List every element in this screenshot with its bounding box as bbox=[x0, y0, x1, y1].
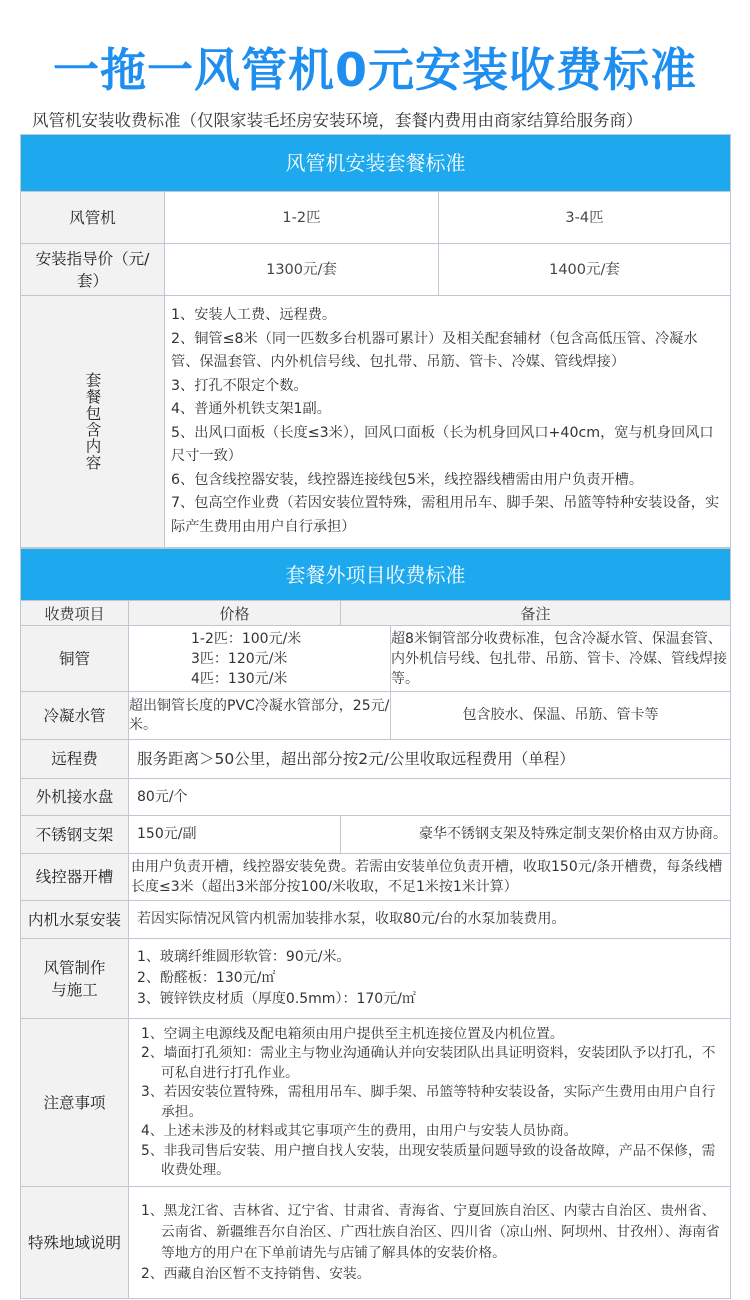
regions-list bbox=[129, 1187, 731, 1299]
remote-text: 服务距离＞50公里，超出部分按2元/公里收取远程费用（单程） bbox=[129, 740, 731, 779]
controller-slot-text: 由用户负责开槽，线控器安装免费。若需由安装单位负责开槽，收取150元/条开槽费，每条线槽长度≤3米（超出3米部分按100/米收取，不足1米按1米计算） bbox=[129, 854, 731, 901]
notes-item: 5、非我司售后安装、用户擅自找人安装，出现安装质量问题导致的设备故障，产品不保修，需收费处理。 bbox=[141, 1142, 716, 1178]
condensate-price: 超出铜管长度的PVC冷凝水管部分，25元/米。 bbox=[129, 692, 391, 740]
model-large: 3-4匹 bbox=[439, 192, 731, 244]
contents-item: 3、打孔不限定个数。 bbox=[171, 377, 308, 394]
steel-bracket-price: 150元/副 bbox=[129, 816, 341, 854]
contents-label-cell bbox=[21, 296, 165, 548]
regions-label: 特殊地域说明 bbox=[21, 1187, 129, 1299]
extras-table bbox=[20, 548, 731, 1299]
contents-list bbox=[165, 296, 731, 548]
notes-label: 注意事项 bbox=[21, 1019, 129, 1187]
notes-item: 3、若因安装位置特殊，需租用吊车、脚手架、吊篮等特种安装设备，实际产生费用由用户自行承担。 bbox=[141, 1084, 716, 1120]
notes-item: 4、上述未涉及的材料或其它事项产生的费用，由用户与安装人员协商。 bbox=[141, 1123, 578, 1139]
guide-price-small: 1300元/套 bbox=[165, 244, 439, 296]
remote-label: 远程费 bbox=[21, 740, 129, 779]
page-title: 一拖一风管机0元安装收费标准 bbox=[52, 43, 697, 97]
model-small: 1-2匹 bbox=[165, 192, 439, 244]
contents-item: 1、安装人工费、远程费。 bbox=[171, 307, 337, 323]
duct-label-cell bbox=[21, 939, 129, 1019]
duct-item: 3、镀锌铁皮材质（厚度0.5mm）：170元/㎡ bbox=[137, 991, 416, 1007]
pump-label: 内机水泵安装 bbox=[21, 901, 129, 939]
steel-bracket-label: 不锈钢支架 bbox=[21, 816, 129, 854]
steel-bracket-note: 豪华不锈钢支架及特殊定制支架价格由双方协商。 bbox=[341, 816, 731, 854]
package-banner: 风管机安装套餐标准 bbox=[21, 135, 731, 192]
contents-item: 6、包含线控器安装，线控器连接线包5米，线控器线槽需由用户负责开槽。 bbox=[171, 471, 644, 488]
extras-banner: 套餐外项目收费标准 bbox=[21, 549, 731, 601]
contents-item: 2、铜管≤8米（同一匹数多台机器可累计）及相关配套辅材（包含高低压管、冷凝水管、保温套管、内外机信号线、包扎带、吊筋、管卡、冷媒、管线焊接） bbox=[171, 330, 698, 370]
contents-item: 7、包高空作业费（若因安装位置特殊，需租用吊车、脚手架、吊篮等特种安装设备，实际产生费用由用户自行承担） bbox=[171, 495, 720, 535]
package-table bbox=[20, 134, 731, 548]
guide-price-label: 安装指导价（元/套） bbox=[21, 244, 165, 296]
col-header-price: 价格 bbox=[129, 601, 341, 626]
page-subtitle: 风管机安装收费标准（仅限家装毛坯房安装环境，套餐内费用由商家结算给服务商） bbox=[32, 111, 643, 130]
copper-label: 铜管 bbox=[21, 626, 129, 692]
notes-list bbox=[129, 1019, 731, 1187]
notes-item: 2、墙面打孔须知：需业主与物业沟通确认并向安装团队出具证明资料，安装团队予以打孔，不可私自进行打孔作业。 bbox=[141, 1045, 716, 1081]
model-label: 风管机 bbox=[21, 192, 165, 244]
copper-price-row: 3匹：120元/米 bbox=[191, 650, 288, 667]
condensate-note: 包含胶水、保温、吊筋、管卡等 bbox=[391, 692, 731, 740]
contents-item: 4、普通外机铁支架1副。 bbox=[171, 401, 331, 417]
col-header-note: 备注 bbox=[341, 601, 731, 626]
drain-pan-label: 外机接水盘 bbox=[21, 779, 129, 816]
notes-item: 1、空调主电源线及配电箱须由用户提供至主机连接位置及内机位置。 bbox=[141, 1025, 564, 1042]
copper-price-row: 4匹：130元/米 bbox=[191, 670, 288, 687]
regions-item: 1、黑龙江省、吉林省、辽宁省、甘肃省、青海省、宁夏回族自治区、内蒙古自治区、贵州省、云南省、新疆维吾尔自治区、广西壮族自治区、四川省（凉山州、阿坝州、甘孜州）、海南省等地方的用户在下单前请先与店铺了解具体的安装价格。 bbox=[141, 1202, 720, 1261]
contents-item: 5、出风口面板（长度≤3米），回风口面板（长为机身回风口+40cm，宽与机身回风口尺寸一致） bbox=[171, 424, 714, 464]
duct-label: 风管制作与施工 bbox=[43, 958, 106, 999]
controller-slot-label: 线控器开槽 bbox=[21, 854, 129, 901]
copper-note: 超8米铜管部分收费标准，包含冷凝水管、保温套管、内外机信号线、包扎带、吊筋、管卡、冷媒、管线焊接等。 bbox=[391, 626, 731, 692]
copper-prices bbox=[129, 626, 391, 692]
pump-text: 若因实际情况风管内机需加装排水泵，收取80元/台的水泵加装费用。 bbox=[129, 901, 731, 939]
drain-pan-text: 80元/个 bbox=[129, 779, 731, 816]
guide-price-large: 1400元/套 bbox=[439, 244, 731, 296]
col-header-item: 收费项目 bbox=[21, 601, 129, 626]
copper-price-row: 1-2匹：100元/米 bbox=[191, 630, 302, 647]
duct-list bbox=[129, 939, 731, 1019]
pricing-document bbox=[20, 134, 730, 1299]
contents-label: 套餐包含内容 bbox=[83, 372, 102, 471]
duct-item: 2、酚醛板：130元/㎡ bbox=[137, 970, 276, 986]
regions-item: 2、西藏自治区暂不支持销售、安装。 bbox=[141, 1265, 371, 1282]
condensate-label: 冷凝水管 bbox=[21, 692, 129, 740]
duct-item: 1、玻璃纤维圆形软管：90元/米。 bbox=[137, 949, 351, 965]
